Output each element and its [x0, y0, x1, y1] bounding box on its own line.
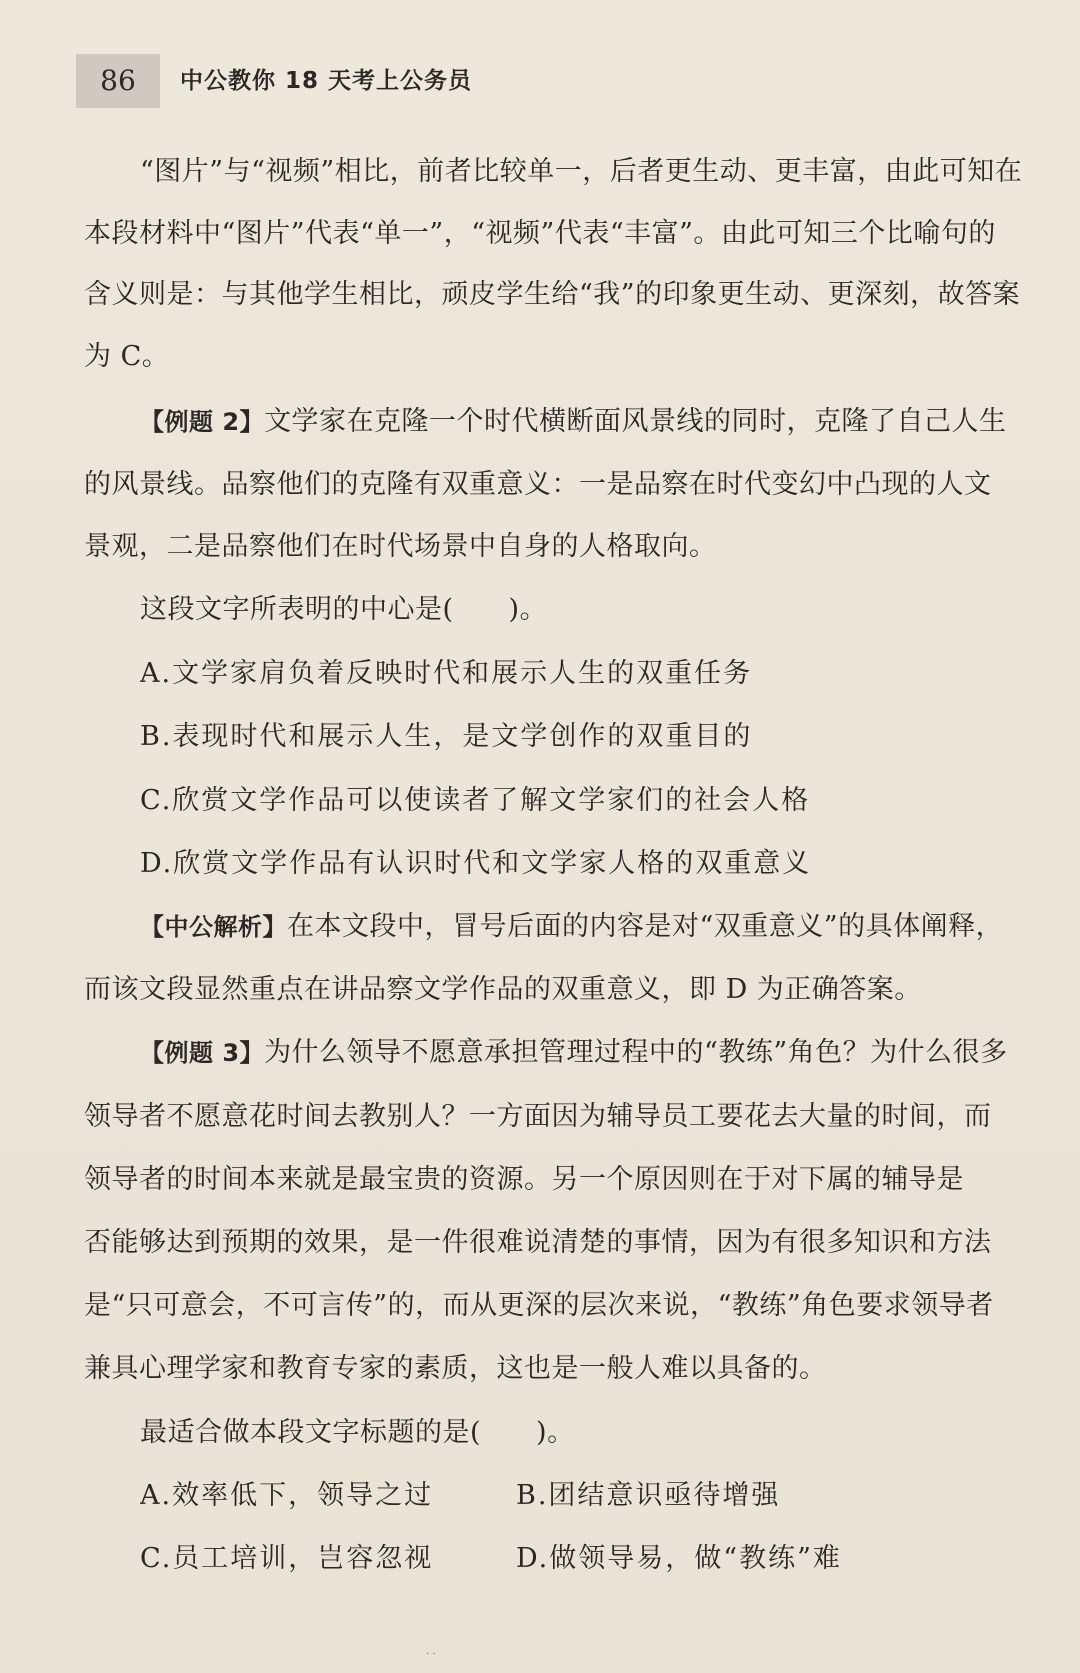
book-title: 中公教你 18 天考上公务员	[180, 68, 473, 94]
analysis-text-1: 在本文段中，冒号后面的内容是对“双重意义”的具体阐释，	[287, 911, 1004, 942]
example3-option-a: A.效率低下，领导之过	[140, 1480, 434, 1511]
example2-label: 【例题 2】	[140, 408, 265, 436]
example2-line-2: 的风景线。品察他们的克隆有双重意义：一是品察在时代变幻中凸现的人文	[84, 469, 992, 500]
example3-text-1: 为什么领导不愿意承担管理过程中的“教练”角色？为什么很多	[264, 1037, 1008, 1068]
example2-line-1	[140, 402, 1038, 442]
example2-question: 这段文字所表明的中心是( )。	[140, 594, 548, 625]
example3-line-4: 否能够达到预期的效果，是一件很难说清楚的事情，因为有很多知识和方法	[84, 1227, 992, 1258]
example3-line-5: 是“只可意会，不可言传”的，而从更深的层次来说，“教练”角色要求领导者	[84, 1290, 994, 1321]
example3-option-d: D.做领导易，做“教练”难	[516, 1543, 842, 1574]
example2-option-a: A.文学家肩负着反映时代和展示人生的双重任务	[140, 658, 753, 689]
example3-option-c: C.员工培训，岂容忽视	[140, 1543, 434, 1574]
example3-line-3: 领导者的时间本来就是最宝贵的资源。另一个原因则在于对下属的辅导是	[84, 1164, 964, 1195]
example3-option-b: B.团结意识亟待增强	[516, 1480, 781, 1511]
example2-text-1: 文学家在克隆一个时代横断面风景线的同时，克隆了自己人生	[264, 406, 1007, 437]
intro-line-2: 本段材料中“图片”代表“单一”，“视频”代表“丰富”。由此可知三个比喻句的	[84, 218, 996, 249]
example3-line-2: 领导者不愿意花时间去教别人？一方面因为辅导员工要花去大量的时间，而	[84, 1101, 992, 1132]
example2-line-3: 景观，二是品察他们在时代场景中自身的人格取向。	[84, 531, 717, 562]
example3-question: 最适合做本段文字标题的是( )。	[140, 1417, 575, 1448]
analysis-line-1	[140, 907, 1038, 947]
example3-options-row-2	[140, 1539, 1038, 1579]
example2-option-d: D.欣赏文学作品有认识时代和文学家人格的双重意义	[140, 848, 812, 879]
example2-option-c: C.欣赏文学作品可以使读者了解文学家们的社会人格	[140, 785, 811, 816]
example3-line-6: 兼具心理学家和教育专家的素质，这也是一般人难以具备的。	[84, 1353, 827, 1384]
footer-dots: · ·	[426, 1649, 436, 1660]
example3-line-1	[140, 1033, 1038, 1073]
intro-line-1: “图片”与“视频”相比，前者比较单一，后者更生动、更丰富，由此可知在	[140, 156, 1023, 187]
page-header	[76, 54, 596, 108]
intro-line-3: 含义则是：与其他学生相比，顽皮学生给“我”的印象更生动、更深刻，故答案	[84, 279, 1021, 310]
page-number: 86	[100, 64, 136, 97]
example3-options-row-1	[140, 1476, 1038, 1516]
example3-label: 【例题 3】	[140, 1039, 265, 1067]
example2-option-b: B.表现时代和展示人生，是文学创作的双重目的	[140, 721, 753, 752]
intro-line-4: 为 C。	[84, 341, 170, 372]
analysis-label: 【中公解析】	[140, 913, 287, 941]
analysis-line-2: 而该文段显然重点在讲品察文学作品的双重意义，即 D 为正确答案。	[84, 974, 922, 1005]
